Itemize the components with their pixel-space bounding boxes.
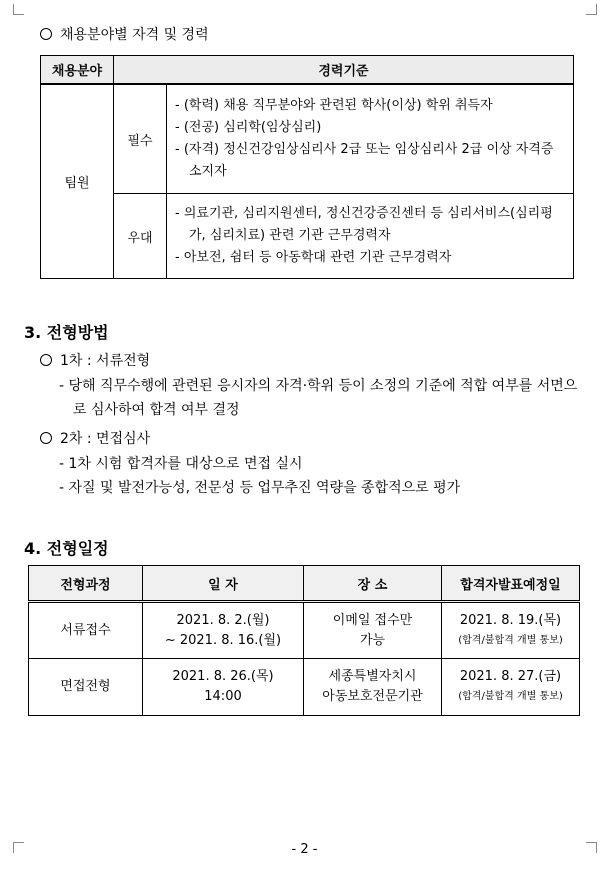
required-item: - (전공) 심리학(임상심리) — [175, 120, 322, 135]
schedule-row — [29, 602, 580, 659]
page-number: - 2 - — [291, 842, 318, 857]
schedule-header-row — [29, 566, 580, 602]
place-line: 세종특별자치시 — [328, 669, 417, 684]
required-criteria — [167, 84, 574, 194]
stage2-text: 2차 : 면접심사 — [60, 431, 151, 447]
schedule-header-process: 전형과정 — [29, 566, 143, 602]
preferred-item: - 아보전, 쉼터 등 아동학대 관련 기관 근무경력자 — [175, 250, 452, 265]
announce-cell — [442, 602, 580, 659]
announce-date: 2021. 8. 27.(금) — [459, 669, 562, 684]
stage1-text: 1차 : 서류전형 — [60, 353, 151, 369]
announce-cell — [442, 659, 580, 716]
announce-date: 2021. 8. 19.(목) — [459, 612, 562, 628]
qualifications-table — [40, 55, 574, 279]
date-line: ~ 2021. 8. 16.(월) — [164, 632, 282, 648]
stage1-detail-block — [59, 374, 585, 422]
required-label: 필수 — [114, 84, 167, 194]
announce-note: (합격/불합격 개별 통보) — [458, 691, 563, 702]
place-cell — [304, 659, 442, 716]
stage2-line — [40, 428, 150, 448]
required-item: - (자격) 정신건강임상심리사 2급 또는 임상심리사 2급 이상 자격증 소지자 — [175, 142, 554, 179]
crop-mark-top-left — [13, 4, 24, 15]
preferred-criteria — [167, 194, 574, 279]
stage2-detail: - 자질 및 발전가능성, 전문성 등 업무추진 역량을 종합적으로 평가 — [59, 480, 461, 496]
crop-mark-top-right — [586, 4, 597, 15]
qualifications-header-row — [41, 56, 574, 85]
date-cell — [143, 659, 304, 716]
header-field: 채용분야 — [41, 56, 114, 85]
schedule-table — [28, 565, 580, 716]
preferred-label: 우대 — [114, 194, 167, 279]
date-line: 14:00 — [204, 689, 242, 704]
date-line: 2021. 8. 2.(월) — [176, 612, 270, 628]
stage1-detail: - 당해 직무수행에 관련된 응시자의 자격·학위 등이 소정의 기준에 적합 여부를 서면으로 심사하여 합격 여부 결정 — [59, 378, 578, 418]
preferred-item: - 의료기관, 심리지원센터, 정신건강증진센터 등 심리서비스(심리평가, 심리치료) 관련 기관 근무경력자 — [175, 206, 553, 243]
schedule-header-date: 일 자 — [143, 566, 304, 602]
place-cell — [304, 602, 442, 659]
announce-note: (합격/불합격 개별 통보) — [458, 634, 563, 646]
stage2-detail: - 1차 시험 합격자를 대상으로 면접 실시 — [59, 456, 303, 472]
place-line: 아동보호전문기관 — [322, 689, 423, 704]
date-cell — [143, 602, 304, 659]
circle-bullet-icon — [40, 354, 52, 366]
field-name: 팀원 — [41, 84, 114, 279]
schedule-row — [29, 659, 580, 716]
header-criteria: 경력기준 — [114, 56, 574, 85]
circle-bullet-icon — [40, 432, 52, 444]
stage1-line — [40, 350, 150, 370]
schedule-title: 4. 전형일정 — [24, 539, 109, 558]
stage2-detail-block — [59, 452, 585, 500]
date-line: 2021. 8. 26.(목) — [172, 669, 274, 684]
required-item: - (학력) 채용 직무분야와 관련된 학사(이상) 학위 취득자 — [175, 98, 493, 113]
place-line: 가능 — [359, 632, 386, 648]
qualifications-heading-text: 채용분야별 자격 및 경력 — [60, 27, 209, 43]
schedule-header-place: 장 소 — [304, 566, 442, 602]
place-line: 이메일 접수만 — [332, 612, 413, 628]
schedule-header-announce: 합격자발표예정일 — [442, 566, 580, 602]
selection-title: 3. 전형방법 — [24, 323, 109, 342]
preferred-row — [41, 194, 574, 279]
qualifications-heading — [40, 24, 209, 44]
circle-bullet-icon — [40, 28, 52, 40]
process-cell: 면접전형 — [29, 659, 143, 716]
process-cell: 서류접수 — [29, 602, 143, 659]
required-row — [41, 84, 574, 194]
